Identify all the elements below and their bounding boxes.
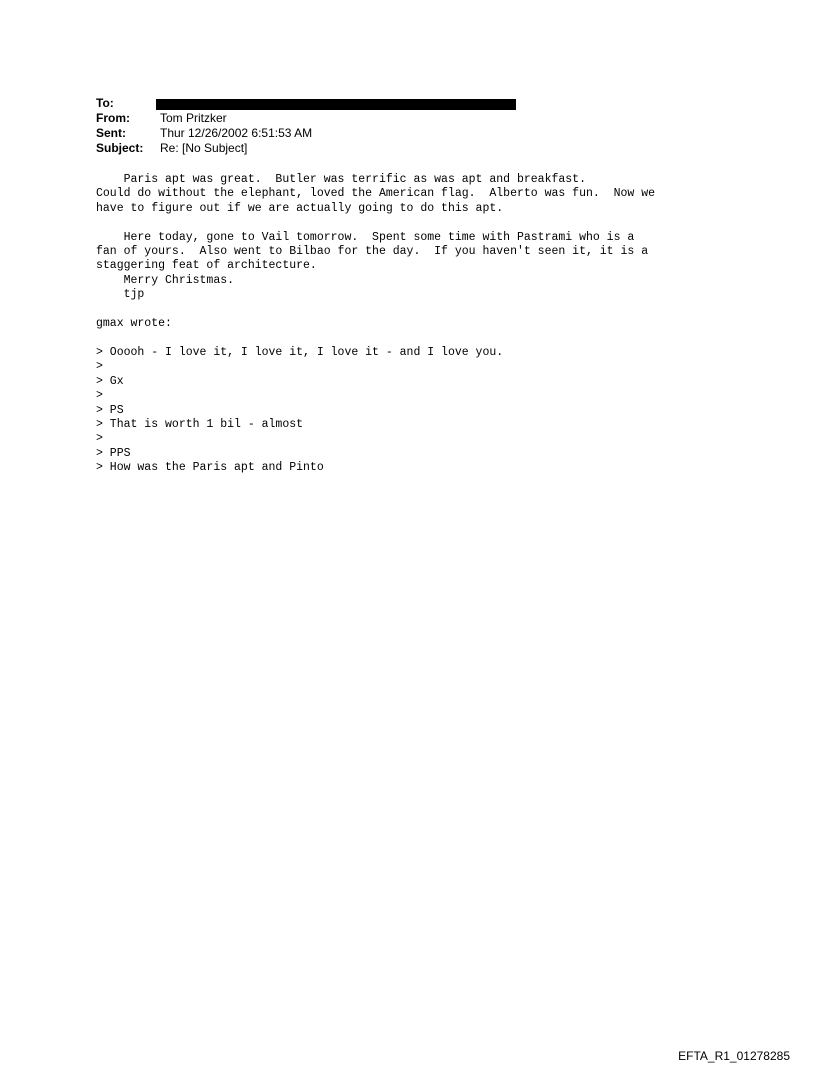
email-body: Paris apt was great. Butler was terrific as was apt and breakfast. Could do without the elephant, loved the American flag. Alberto was fun. Now we have to figure out if we are actually going to do this apt. Here today, gone to Vail tomorrow. Spent some time with Pastrami who is a fan of yours. Also went to Bilbao for the day. If you haven't seen it, it is a staggering feat of architecture. Merry Christmas. tjp gmax wrote: > Ooooh - I love it, I love it, I love it - and I love you. > > Gx > > PS > That is worth 1 bil - almost > > PPS > How was the Paris apt and Pinto (96, 173, 655, 475)
sent-row (96, 126, 312, 141)
to-label: To: (96, 96, 114, 110)
subject-label: Subject: (96, 141, 144, 155)
from-row (96, 111, 312, 126)
sent-value: Thur 12/26/2002 6:51:53 AM (160, 126, 313, 140)
subject-value: Re: [No Subject] (160, 141, 248, 155)
from-value: Tom Pritzker (160, 111, 227, 125)
from-label: From: (96, 111, 130, 125)
document-id: EFTA_R1_01278285 (678, 1049, 790, 1063)
subject-row (96, 141, 312, 156)
redaction-bar (156, 99, 516, 110)
sent-label: Sent: (96, 126, 126, 140)
